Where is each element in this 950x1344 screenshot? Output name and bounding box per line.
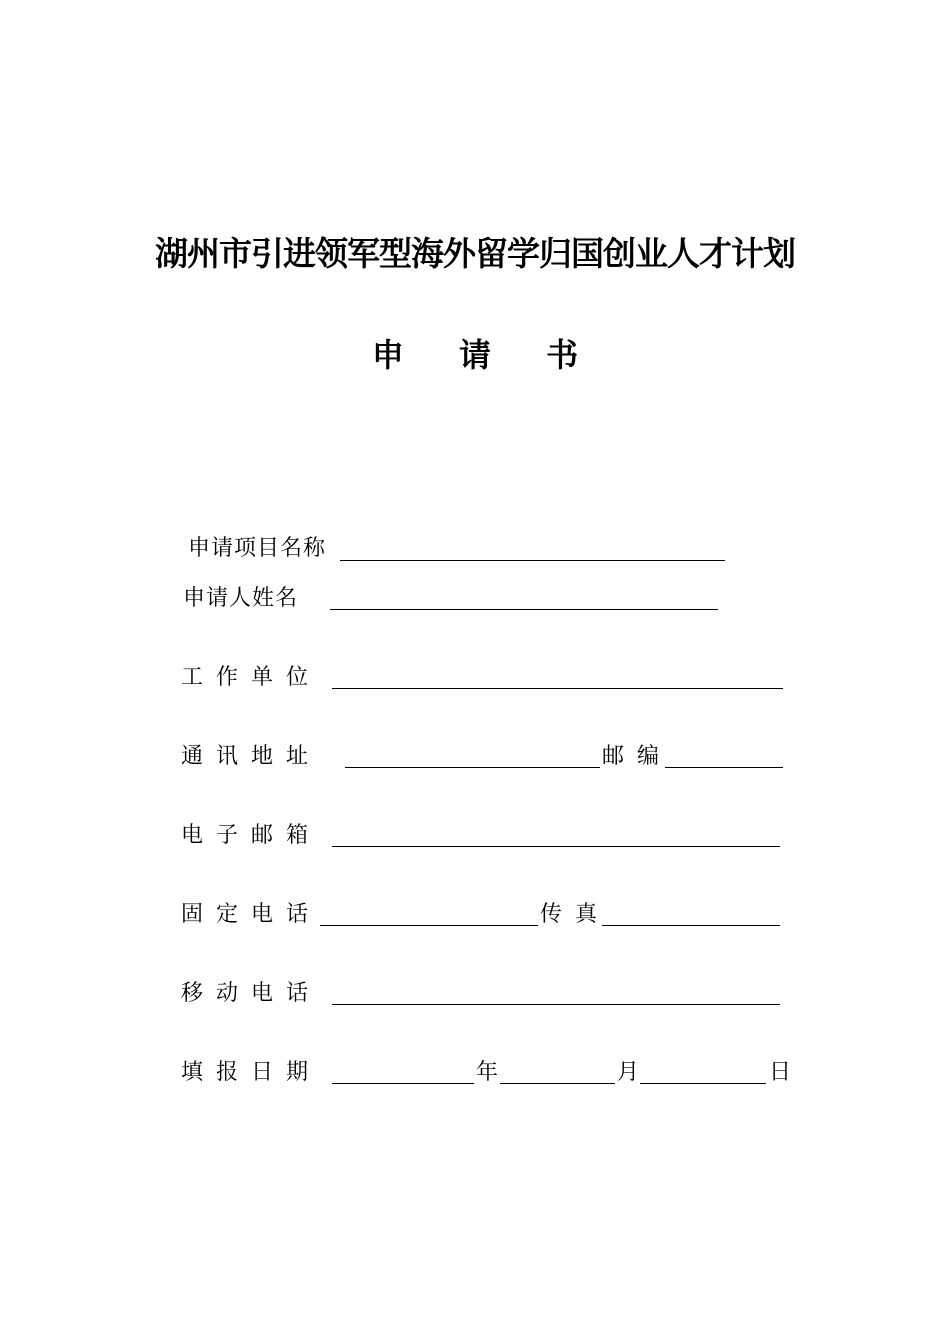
year-field[interactable] — [332, 1083, 474, 1084]
month-field[interactable] — [500, 1083, 615, 1084]
landline-field[interactable] — [320, 925, 538, 926]
mobile-field[interactable] — [332, 1004, 780, 1005]
subtitle-char-1: 申 — [371, 336, 404, 374]
address-field[interactable] — [345, 767, 600, 768]
month-label: 月 — [617, 1060, 640, 1085]
address-label: 通 讯 地 址 — [181, 744, 311, 769]
landline-label: 固 定 电 话 — [181, 902, 311, 927]
year-label: 年 — [476, 1060, 499, 1085]
work-unit-field[interactable] — [332, 688, 783, 689]
applicant-name-label: 申请人姓名 — [183, 586, 299, 611]
document-title: 湖州市引进领军型海外留学归国创业人才计划 — [155, 234, 795, 273]
postcode-label: 邮 编 — [602, 744, 662, 769]
subtitle-char-2: 请 — [458, 336, 491, 374]
email-field[interactable] — [332, 846, 780, 847]
day-field[interactable] — [640, 1083, 766, 1084]
project-name-field[interactable] — [340, 560, 725, 561]
day-label: 日 — [769, 1060, 792, 1085]
fax-label: 传 真 — [540, 902, 600, 927]
fax-field[interactable] — [602, 925, 780, 926]
fill-date-label: 填 报 日 期 — [181, 1060, 311, 1085]
work-unit-label: 工 作 单 位 — [181, 665, 311, 690]
email-label: 电 子 邮 箱 — [181, 823, 311, 848]
subtitle-char-3: 书 — [546, 336, 579, 374]
project-name-label: 申请项目名称 — [188, 536, 327, 561]
postcode-field[interactable] — [665, 767, 783, 768]
applicant-name-field[interactable] — [330, 609, 718, 610]
mobile-label: 移 动 电 话 — [181, 981, 311, 1006]
document-subtitle — [0, 330, 950, 376]
